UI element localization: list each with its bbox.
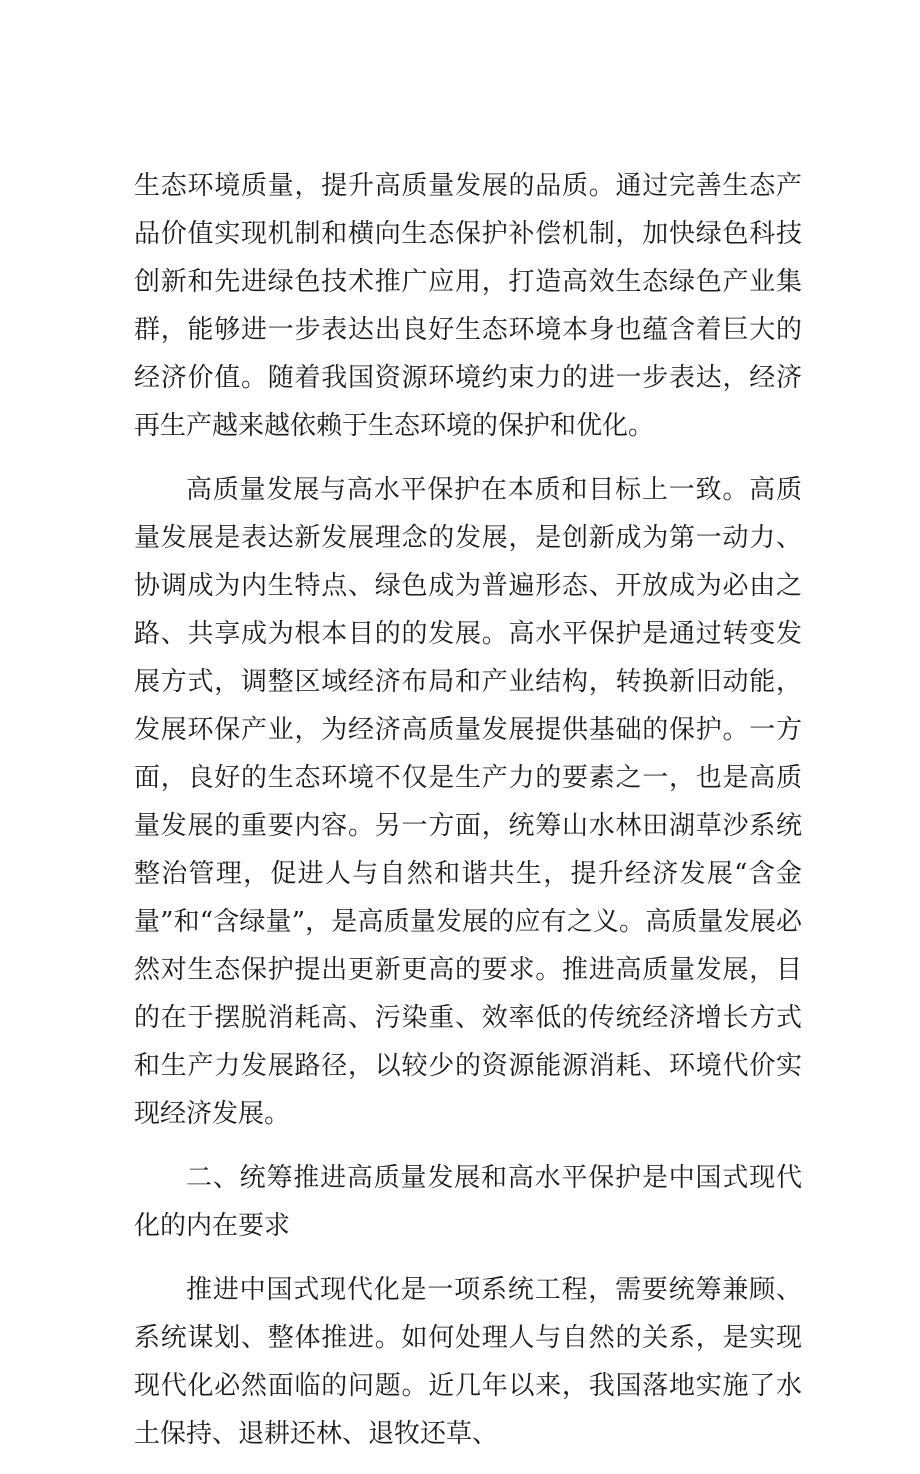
section-heading: 二、统筹推进高质量发展和高水平保护是中国式现代化的内在要求 — [134, 1163, 802, 1241]
paragraph-modernization: 推进中国式现代化是一项系统工程，需要统筹兼顾、系统谋划、整体推进。如何处理人与自然的关系，是实现现代化必然面临的问题。近几年以来，我国落地实施了水土保持、退耕还林、退牧还草、 — [134, 1275, 802, 1449]
paragraph-quality-development: 高质量发展与高水平保护在本质和目标上一致。高质量发展是表达新发展理念的发展，是创新成为第一动力、协调成为内生特点、绿色成为普遍形态、开放成为必由之路、共享成为根本目的的发展。高水平保护是通过转变发展方式，调整区域经济布局和产业结构，转换新旧动能，发展环保产业，为经济高质量发展提供基础的保护。一方面，良好的生态环境不仅是生产力的要素之一，也是高质量发展的重要内容。另一方面，统筹山水林田湖草沙系统整治管理，促进人与自然和谐共生，提升经济发展“含金量”和“含绿量”，是高质量发展的应有之义。高质量发展必然对生态保护提出更新更高的要求。推进高质量发展，目的在于摆脱消耗高、污染重、效率低的传统经济增长方式和生产力发展路径，以较少的资源能源消耗、环境代价实现经济发展。 — [134, 475, 802, 1129]
document-body — [134, 162, 802, 1474]
paragraph-continued: 生态环境质量，提升高质量发展的品质。通过完善生态产品价值实现机制和横向生态保护补偿机制，加快绿色科技创新和先进绿色技术推广应用，打造高效生态绿色产业集群，能够进一步表达出良好生态环境本身也蕴含着巨大的经济价值。随着我国资源环境约束力的进一步表达，经济再生产越来越依赖于生态环境的保护和优化。 — [134, 171, 802, 441]
